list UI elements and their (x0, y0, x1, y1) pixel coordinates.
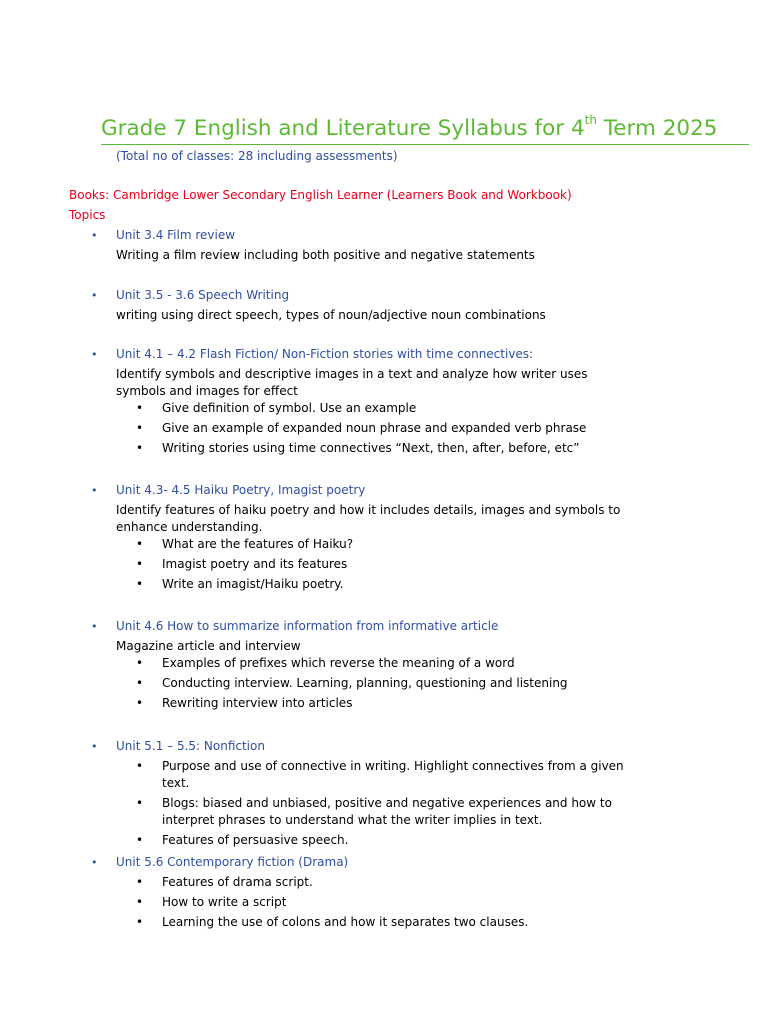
sub-topic-item (136, 556, 642, 576)
sub-topic-item (136, 874, 642, 894)
unit-title: Unit 4.3- 4.5 Haiku Poetry, Imagist poetry (116, 483, 366, 497)
unit-heading (0, 287, 768, 307)
bullet-icon: • (136, 676, 144, 690)
sub-topic-text: Examples of prefixes which reverse the meaning of a word (162, 656, 515, 670)
unit-description: Identify symbols and descriptive images in a text and analyze how writer uses symbols and images for effect (116, 367, 588, 398)
unit-description: writing using direct speech, types of noun/adjective noun combinations (116, 308, 546, 322)
bullet-icon: • (91, 289, 98, 302)
bullet-icon: • (136, 875, 144, 889)
sub-topic-item (136, 832, 642, 852)
sub-topic-text: Writing stories using time connectives “Next, then, after, before, etc” (162, 441, 580, 455)
bullet-icon: • (91, 856, 98, 869)
bullet-icon: • (136, 557, 144, 571)
topics-label: Topics (69, 208, 106, 222)
bullet-icon: • (136, 696, 144, 710)
sub-topic-item (136, 695, 642, 715)
sub-topic-item (136, 758, 642, 795)
unit-title: Unit 4.6 How to summarize information from informative article (116, 619, 499, 633)
sub-topic-text: Blogs: biased and unbiased, positive and negative experiences and how to interpret phrases to understand what the writer implies in text. (162, 796, 612, 827)
bullet-icon: • (91, 620, 98, 633)
sub-topic-text: Imagist poetry and its features (162, 557, 348, 571)
unit-section (0, 287, 768, 324)
unit-section (0, 346, 768, 460)
title-underline (101, 144, 749, 145)
unit-title: Unit 5.6 Contemporary fiction (Drama) (116, 855, 349, 869)
unit-description: Magazine article and interview (116, 639, 301, 653)
sub-topic-list (0, 758, 768, 852)
bullet-icon: • (136, 401, 144, 415)
sub-topic-text: Write an imagist/Haiku poetry. (162, 577, 344, 591)
bullet-icon: • (136, 895, 144, 909)
unit-heading (0, 618, 768, 638)
class-count-note: (Total no of classes: 28 including assessments) (116, 149, 398, 163)
unit-heading (0, 482, 768, 502)
bullet-icon: • (136, 441, 144, 455)
bullet-icon: • (136, 915, 144, 929)
sub-topic-text: Learning the use of colons and how it separates two clauses. (162, 915, 529, 929)
bullet-icon: • (136, 577, 144, 591)
bullet-icon: • (136, 656, 144, 670)
sub-topic-list (0, 655, 768, 715)
sub-topic-text: Features of persuasive speech. (162, 833, 349, 847)
sub-topic-item (136, 536, 642, 556)
sub-topic-text: How to write a script (162, 895, 287, 909)
unit-description: Identify features of haiku poetry and how it includes details, images and symbols to enhance understanding. (116, 503, 621, 534)
sub-topic-item (136, 420, 642, 440)
unit-section (0, 227, 768, 264)
sub-topic-item (136, 576, 642, 596)
title-text: Grade 7 English and Literature Syllabus for 4 (101, 116, 585, 142)
sub-topic-item (136, 894, 642, 914)
sub-topic-text: Give an example of expanded noun phrase and expanded verb phrase (162, 421, 587, 435)
unit-title: Unit 3.4 Film review (116, 228, 236, 242)
sub-topic-item (136, 440, 642, 460)
sub-topic-list (0, 874, 768, 934)
bullet-icon: • (91, 348, 98, 361)
sub-topic-item (136, 914, 642, 934)
bullet-icon: • (91, 229, 98, 242)
sub-topic-item (136, 675, 642, 695)
sub-topic-text: Purpose and use of connective in writing. Highlight connectives from a given text. (162, 759, 624, 790)
unit-title: Unit 5.1 – 5.5: Nonfiction (116, 739, 265, 753)
title-superscript: th (584, 113, 597, 127)
unit-heading (0, 227, 768, 247)
unit-section (0, 618, 768, 715)
bullet-icon: • (91, 484, 98, 497)
unit-heading (0, 738, 768, 758)
title-text-end: Term 2025 (596, 116, 718, 142)
sub-topic-text: Give definition of symbol. Use an example (162, 401, 417, 415)
sub-topic-item (136, 655, 642, 675)
sub-topic-text: Conducting interview. Learning, planning, questioning and listening (162, 676, 568, 690)
unit-heading (0, 346, 768, 366)
bullet-icon: • (136, 796, 144, 810)
bullet-icon: • (91, 740, 98, 753)
unit-heading (0, 854, 768, 874)
bullet-icon: • (136, 421, 144, 435)
sub-topic-text: Features of drama script. (162, 875, 313, 889)
sub-topic-list (0, 400, 768, 460)
unit-section (0, 738, 768, 852)
sub-topic-item (136, 795, 642, 832)
unit-section (0, 854, 768, 934)
bullet-icon: • (136, 759, 144, 773)
unit-title: Unit 4.1 – 4.2 Flash Fiction/ Non-Fiction stories with time connectives: (116, 347, 534, 361)
unit-title: Unit 3.5 - 3.6 Speech Writing (116, 288, 290, 302)
sub-topic-text: Rewriting interview into articles (162, 696, 353, 710)
sub-topic-text: What are the features of Haiku? (162, 537, 354, 551)
sub-topic-list (0, 536, 768, 596)
bullet-icon: • (136, 537, 144, 551)
sub-topic-item (136, 400, 642, 420)
unit-description: Writing a film review including both positive and negative statements (116, 248, 535, 262)
page-title (101, 108, 717, 144)
books-line: Books: Cambridge Lower Secondary English Learner (Learners Book and Workbook) (69, 188, 572, 202)
unit-section (0, 482, 768, 596)
bullet-icon: • (136, 833, 144, 847)
